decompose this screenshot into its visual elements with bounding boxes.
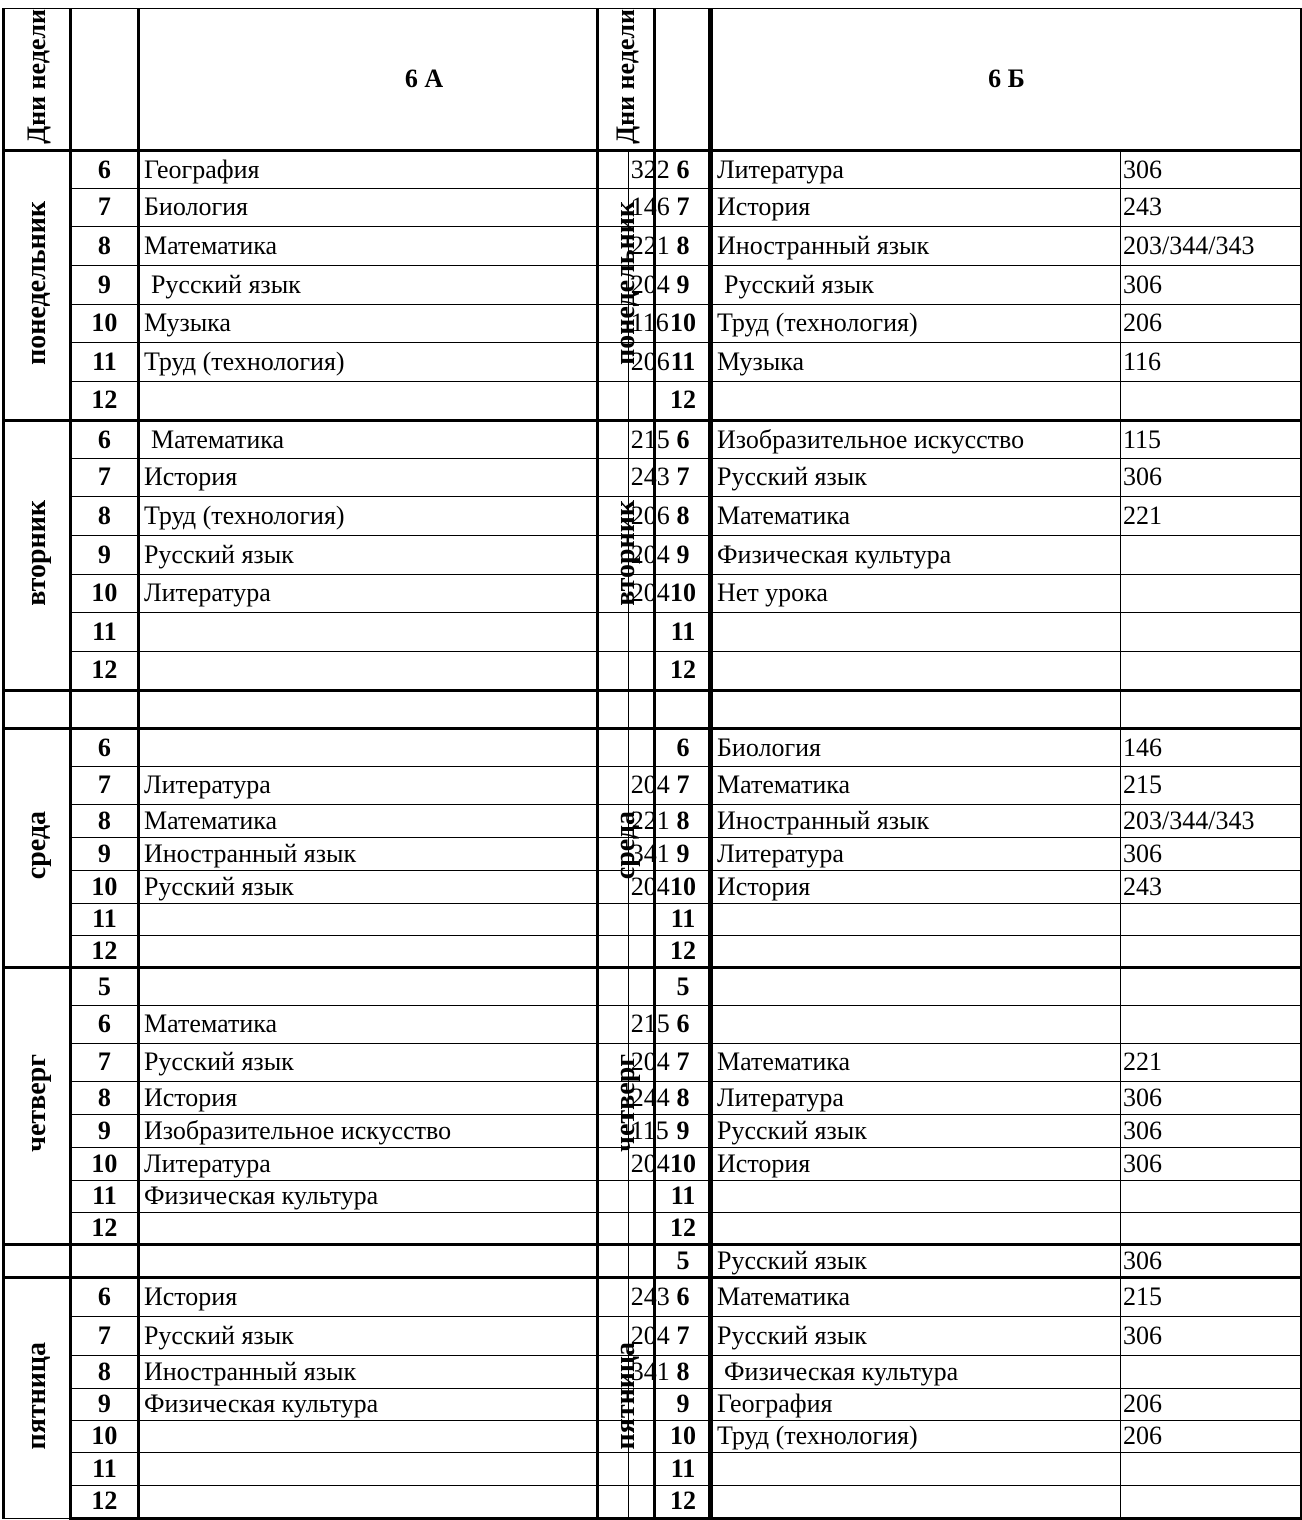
subject-cell: Литература — [138, 766, 628, 804]
room-cell: 306 — [1121, 265, 1302, 304]
subject-cell — [138, 612, 628, 651]
room-cell — [1121, 690, 1302, 728]
lesson-number: 8 — [655, 226, 712, 265]
subject-cell: История — [138, 1277, 628, 1316]
subject-cell: Иностранный язык — [712, 226, 1121, 265]
subject-cell — [138, 651, 628, 690]
lesson-number: 9 — [655, 837, 712, 870]
lesson-number: 9 — [70, 535, 138, 574]
lesson-number: 10 — [70, 1147, 138, 1180]
subject-cell: Биология — [712, 728, 1121, 766]
room-cell: 306 — [1121, 1244, 1302, 1277]
days-header-label: Дни недели — [611, 9, 641, 144]
lesson-number: 9 — [655, 1114, 712, 1147]
subject-cell: Изобразительное искусство — [138, 1114, 628, 1147]
lesson-row — [598, 728, 1302, 766]
room-cell — [1121, 535, 1302, 574]
lesson-number: 9 — [70, 837, 138, 870]
day-cell — [598, 967, 655, 1244]
lesson-number — [655, 690, 712, 728]
room-cell: 306 — [1121, 1316, 1302, 1355]
lesson-number: 10 — [655, 304, 712, 342]
lesson-number: 11 — [70, 1452, 138, 1485]
subject-cell: Литература — [712, 1081, 1121, 1114]
lesson-row — [598, 574, 1302, 612]
room-cell: 206 — [628, 342, 709, 381]
lesson-row — [598, 903, 1302, 935]
room-cell: 204 — [628, 766, 709, 804]
lesson-number: 5 — [655, 1244, 712, 1277]
subject-cell: Математика — [138, 420, 628, 458]
subject-cell: История — [138, 458, 628, 496]
subject-cell: Русский язык — [712, 458, 1121, 496]
subject-cell: Русский язык — [712, 1316, 1121, 1355]
room-cell: 116 — [628, 304, 709, 342]
lesson-number: 12 — [70, 651, 138, 690]
subject-cell: Труд (технология) — [712, 304, 1121, 342]
lesson-number: 6 — [655, 1005, 712, 1043]
lesson-number: 6 — [655, 420, 712, 458]
room-cell: 215 — [628, 420, 709, 458]
lesson-number: 10 — [655, 1420, 712, 1452]
lesson-row — [598, 1420, 1302, 1452]
room-cell: 215 — [1121, 766, 1302, 804]
subject-cell: История — [712, 188, 1121, 226]
lesson-number: 9 — [70, 265, 138, 304]
lesson-number-header — [655, 9, 712, 151]
lesson-row — [598, 935, 1302, 967]
room-cell: 206 — [628, 496, 709, 535]
lesson-number: 7 — [655, 188, 712, 226]
subject-cell: Русский язык — [138, 535, 628, 574]
subject-cell: Математика — [138, 226, 628, 265]
room-cell — [1121, 1452, 1302, 1485]
lesson-number: 7 — [655, 458, 712, 496]
lesson-number — [70, 690, 138, 728]
room-cell: 243 — [1121, 188, 1302, 226]
lesson-number: 6 — [655, 728, 712, 766]
lesson-number: 6 — [70, 150, 138, 188]
subject-cell — [712, 690, 1121, 728]
lesson-number: 6 — [70, 420, 138, 458]
subject-cell: Труд (технология) — [138, 342, 628, 381]
subject-cell: Математика — [712, 1043, 1121, 1081]
room-cell: 341 — [628, 837, 709, 870]
room-cell: 221 — [1121, 1043, 1302, 1081]
subject-cell: Математика — [138, 1005, 628, 1043]
lesson-row — [598, 1180, 1302, 1212]
room-cell: 243 — [1121, 870, 1302, 903]
subject-cell: История — [712, 1147, 1121, 1180]
room-cell: 215 — [1121, 1277, 1302, 1316]
room-cell: 116 — [1121, 342, 1302, 381]
lesson-row — [598, 265, 1302, 304]
lesson-number: 7 — [70, 1316, 138, 1355]
lesson-row — [598, 1277, 1302, 1316]
lesson-number: 8 — [70, 1355, 138, 1388]
room-cell — [1121, 612, 1302, 651]
lesson-row — [598, 420, 1302, 458]
room-cell: 204 — [628, 1316, 709, 1355]
subject-cell — [138, 935, 628, 967]
lesson-number — [70, 1244, 138, 1277]
subject-cell — [138, 1452, 628, 1485]
day-name: вторник — [20, 499, 52, 606]
lesson-row — [598, 651, 1302, 690]
lesson-row — [598, 226, 1302, 265]
room-cell: 306 — [1121, 1081, 1302, 1114]
lesson-number: 10 — [70, 870, 138, 903]
subject-cell — [138, 1212, 628, 1244]
lesson-number: 8 — [70, 226, 138, 265]
subject-cell: Русский язык — [712, 1244, 1121, 1277]
lesson-number: 12 — [70, 935, 138, 967]
day-name: четверг — [610, 1054, 641, 1153]
lesson-row — [598, 837, 1302, 870]
lesson-number: 11 — [70, 342, 138, 381]
day-cell — [598, 728, 655, 967]
day-cell — [4, 967, 71, 1244]
day-name: среда — [20, 811, 52, 880]
room-cell: 204 — [628, 1147, 709, 1180]
subject-cell: Иностранный язык — [712, 804, 1121, 837]
day-cell — [4, 150, 71, 420]
lesson-row — [598, 1316, 1302, 1355]
lesson-number: 6 — [655, 150, 712, 188]
lesson-number: 11 — [655, 1180, 712, 1212]
subject-cell: Русский язык — [138, 265, 628, 304]
subject-cell: Русский язык — [712, 1114, 1121, 1147]
lesson-number: 6 — [655, 1277, 712, 1316]
room-cell — [1121, 1005, 1302, 1043]
room-cell: 204 — [628, 574, 709, 612]
day-name: четверг — [20, 1054, 52, 1153]
lesson-number: 11 — [70, 612, 138, 651]
room-cell — [1121, 1355, 1302, 1388]
lesson-row — [598, 1081, 1302, 1114]
lesson-number: 8 — [655, 804, 712, 837]
subject-cell — [138, 1485, 628, 1518]
subject-cell: Иностранный язык — [138, 1355, 628, 1388]
lesson-number: 9 — [70, 1388, 138, 1420]
subject-cell — [712, 935, 1121, 967]
subject-cell: Математика — [138, 804, 628, 837]
subject-cell — [712, 903, 1121, 935]
subject-cell: Русский язык — [712, 265, 1121, 304]
subject-cell: Изобразительное искусство — [712, 420, 1121, 458]
lesson-number: 6 — [70, 1277, 138, 1316]
lesson-number: 8 — [70, 496, 138, 535]
lesson-row — [598, 1485, 1302, 1518]
subject-cell: Физическая культура — [712, 1355, 1121, 1388]
lesson-row — [598, 612, 1302, 651]
room-cell: 146 — [628, 188, 709, 226]
lesson-row — [598, 690, 1302, 728]
timetable-6b — [596, 8, 1300, 1520]
lesson-number-header — [70, 9, 138, 151]
day-cell — [598, 1244, 655, 1277]
room-cell: 243 — [628, 1277, 709, 1316]
lesson-number: 11 — [70, 1180, 138, 1212]
day-cell — [4, 1277, 71, 1518]
lesson-row — [598, 1147, 1302, 1180]
schedule-table — [596, 8, 1302, 1520]
days-header-cell — [598, 9, 655, 151]
subject-cell: География — [712, 1388, 1121, 1420]
lesson-row — [598, 1388, 1302, 1420]
room-cell: 306 — [1121, 150, 1302, 188]
day-name: понедельник — [20, 200, 52, 365]
day-cell — [598, 150, 655, 420]
room-cell — [1121, 1180, 1302, 1212]
day-cell — [4, 1244, 71, 1277]
room-cell: 115 — [1121, 420, 1302, 458]
subject-cell: Математика — [712, 496, 1121, 535]
subject-cell: Математика — [712, 766, 1121, 804]
lesson-number: 10 — [655, 1147, 712, 1180]
room-cell — [1121, 381, 1302, 420]
subject-cell — [138, 903, 628, 935]
lesson-number: 10 — [655, 574, 712, 612]
subject-cell: Биология — [138, 188, 628, 226]
lesson-row — [598, 1355, 1302, 1388]
lesson-row — [598, 1005, 1302, 1043]
subject-cell: Русский язык — [138, 870, 628, 903]
room-cell: 341 — [628, 1355, 709, 1388]
day-name: пятница — [20, 1342, 52, 1450]
room-cell: 206 — [1121, 304, 1302, 342]
lesson-number: 7 — [655, 766, 712, 804]
lesson-number: 8 — [655, 1355, 712, 1388]
lesson-number: 8 — [655, 1081, 712, 1114]
room-cell: 221 — [628, 804, 709, 837]
subject-cell: Русский язык — [138, 1316, 628, 1355]
subject-cell — [138, 1420, 628, 1452]
lesson-row — [598, 188, 1302, 226]
lesson-number: 12 — [655, 1212, 712, 1244]
subject-cell — [712, 1452, 1121, 1485]
lesson-number: 7 — [70, 188, 138, 226]
lesson-row — [598, 150, 1302, 188]
day-cell — [598, 420, 655, 690]
room-cell — [1121, 651, 1302, 690]
lesson-number: 10 — [70, 304, 138, 342]
subject-cell: География — [138, 150, 628, 188]
subject-cell — [138, 690, 628, 728]
subject-cell — [138, 1244, 628, 1277]
day-cell — [598, 690, 655, 728]
room-cell: 115 — [628, 1114, 709, 1147]
subject-cell — [138, 967, 628, 1005]
subject-cell: История — [138, 1081, 628, 1114]
subject-cell: Труд (технология) — [138, 496, 628, 535]
room-cell: 204 — [628, 1043, 709, 1081]
lesson-row — [598, 1452, 1302, 1485]
days-header-cell — [4, 9, 71, 151]
day-name: вторник — [610, 499, 641, 606]
lesson-row — [598, 766, 1302, 804]
subject-cell — [712, 1212, 1121, 1244]
lesson-number: 9 — [70, 1114, 138, 1147]
lesson-row — [598, 804, 1302, 837]
lesson-row — [598, 1212, 1302, 1244]
lesson-number: 12 — [655, 381, 712, 420]
lesson-number: 6 — [70, 728, 138, 766]
subject-cell — [712, 1485, 1121, 1518]
day-cell — [4, 728, 71, 967]
subject-cell — [712, 967, 1121, 1005]
lesson-number: 7 — [655, 1316, 712, 1355]
room-cell: 204 — [628, 265, 709, 304]
subject-cell — [712, 1005, 1121, 1043]
lesson-number: 9 — [655, 535, 712, 574]
subject-cell: Музыка — [138, 304, 628, 342]
subject-cell — [138, 381, 628, 420]
subject-cell: Литература — [138, 1147, 628, 1180]
subject-cell: Иностранный язык — [138, 837, 628, 870]
lesson-row — [598, 870, 1302, 903]
room-cell: 204 — [628, 535, 709, 574]
room-cell: 221 — [628, 226, 709, 265]
header-row — [598, 9, 1302, 151]
lesson-number: 5 — [70, 967, 138, 1005]
subject-cell: Литература — [712, 837, 1121, 870]
lesson-number: 7 — [70, 766, 138, 804]
room-cell: 244 — [628, 1081, 709, 1114]
lesson-number: 9 — [655, 1388, 712, 1420]
room-cell: 206 — [1121, 1420, 1302, 1452]
room-cell: 306 — [1121, 1114, 1302, 1147]
subject-cell: Труд (технология) — [712, 1420, 1121, 1452]
lesson-number: 12 — [655, 935, 712, 967]
lesson-number: 7 — [655, 1043, 712, 1081]
room-cell: 206 — [1121, 1388, 1302, 1420]
subject-cell — [712, 381, 1121, 420]
subject-cell — [712, 1180, 1121, 1212]
lesson-number: 8 — [70, 1081, 138, 1114]
room-cell — [1121, 574, 1302, 612]
lesson-number: 12 — [655, 651, 712, 690]
day-name: пятница — [610, 1342, 641, 1450]
day-name: среда — [610, 811, 641, 880]
subject-cell: История — [712, 870, 1121, 903]
class-name: 6 Б — [712, 9, 1302, 151]
room-cell — [1121, 1485, 1302, 1518]
lesson-row — [598, 535, 1302, 574]
lesson-row — [598, 1114, 1302, 1147]
lesson-row — [598, 1043, 1302, 1081]
subject-cell — [712, 612, 1121, 651]
room-cell: 306 — [1121, 458, 1302, 496]
lesson-number: 11 — [655, 612, 712, 651]
lesson-number: 9 — [655, 265, 712, 304]
day-cell — [4, 690, 71, 728]
lesson-row — [598, 381, 1302, 420]
subject-cell: Математика — [712, 1277, 1121, 1316]
lesson-number: 12 — [70, 1485, 138, 1518]
lesson-number: 7 — [70, 1043, 138, 1081]
room-cell: 306 — [1121, 837, 1302, 870]
lesson-number: 7 — [70, 458, 138, 496]
days-header-label: Дни недели — [22, 9, 52, 144]
room-cell: 221 — [1121, 496, 1302, 535]
subject-cell: Физическая культура — [138, 1180, 628, 1212]
lesson-number: 12 — [70, 1212, 138, 1244]
subject-cell: Музыка — [712, 342, 1121, 381]
day-cell — [598, 1277, 655, 1518]
lesson-number: 8 — [655, 496, 712, 535]
lesson-number: 12 — [70, 381, 138, 420]
lesson-row — [598, 304, 1302, 342]
lesson-number: 10 — [70, 1420, 138, 1452]
class-name: 6 А — [138, 9, 709, 151]
room-cell: 204 — [628, 870, 709, 903]
lesson-row — [598, 342, 1302, 381]
lesson-number: 10 — [70, 574, 138, 612]
day-cell — [4, 420, 71, 690]
lesson-number: 11 — [655, 1452, 712, 1485]
room-cell: 243 — [628, 458, 709, 496]
lesson-number: 10 — [655, 870, 712, 903]
lesson-number: 8 — [70, 804, 138, 837]
room-cell — [1121, 935, 1302, 967]
lesson-number: 11 — [655, 903, 712, 935]
lesson-number: 12 — [655, 1485, 712, 1518]
subject-cell: Литература — [138, 574, 628, 612]
room-cell: 215 — [628, 1005, 709, 1043]
room-cell: 322 — [628, 150, 709, 188]
subject-cell: Русский язык — [138, 1043, 628, 1081]
lesson-row — [598, 1244, 1302, 1277]
room-cell: 203/344/343 — [1121, 226, 1302, 265]
lesson-row — [598, 967, 1302, 1005]
room-cell: 203/344/343 — [1121, 804, 1302, 837]
subject-cell — [712, 651, 1121, 690]
lesson-number: 11 — [70, 903, 138, 935]
subject-cell — [138, 728, 628, 766]
room-cell: 146 — [1121, 728, 1302, 766]
lesson-number: 6 — [70, 1005, 138, 1043]
lesson-row — [598, 458, 1302, 496]
lesson-row — [598, 496, 1302, 535]
subject-cell: Физическая культура — [712, 535, 1121, 574]
lesson-number: 5 — [655, 967, 712, 1005]
room-cell — [1121, 1212, 1302, 1244]
room-cell — [1121, 903, 1302, 935]
lesson-number: 11 — [655, 342, 712, 381]
subject-cell: Физическая культура — [138, 1388, 628, 1420]
subject-cell: Литература — [712, 150, 1121, 188]
room-cell — [1121, 967, 1302, 1005]
room-cell: 306 — [1121, 1147, 1302, 1180]
day-name: понедельник — [610, 200, 641, 365]
subject-cell: Нет урока — [712, 574, 1121, 612]
